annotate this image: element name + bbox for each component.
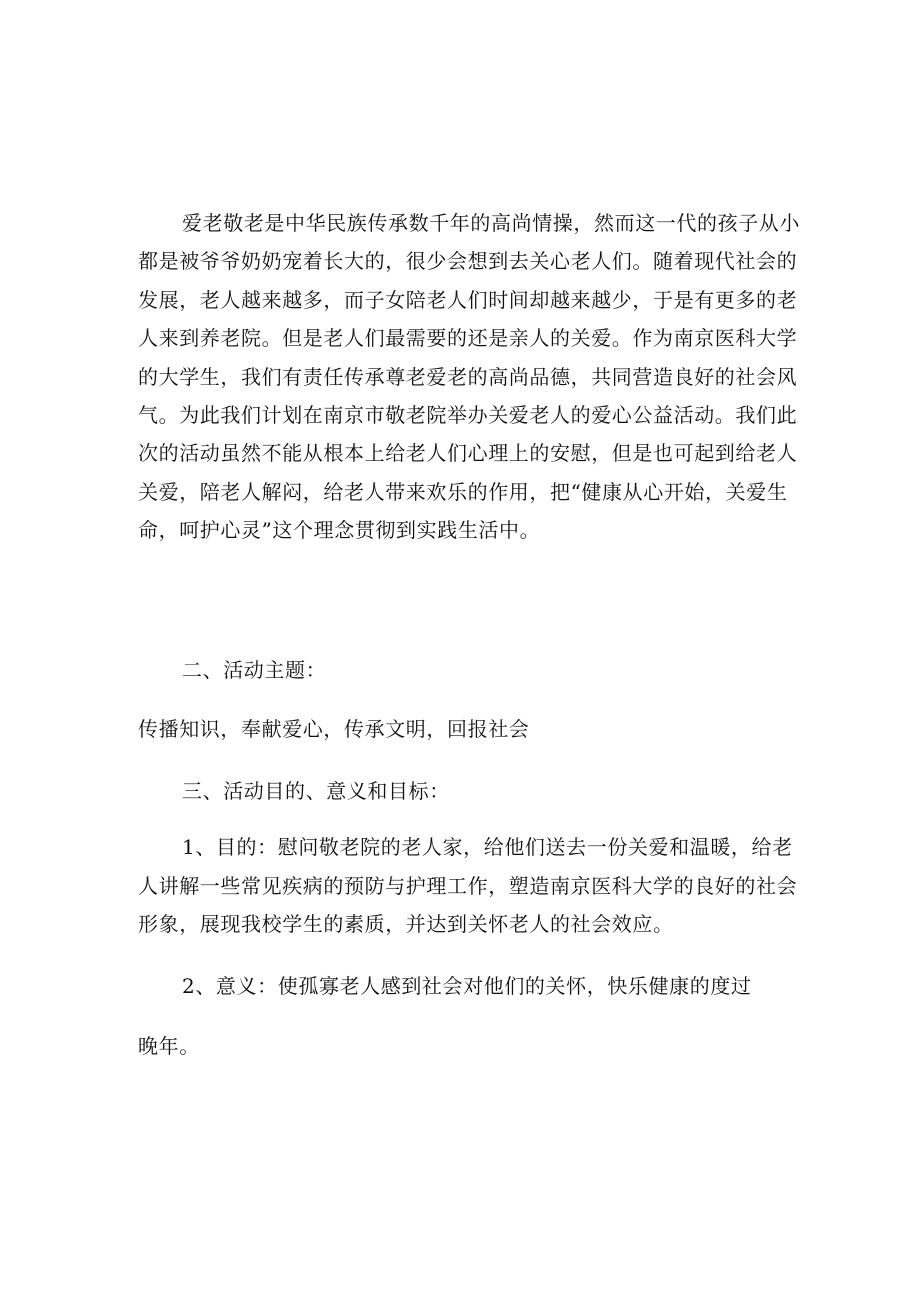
paragraph-line: 发展，老人越来越多，而子女陪老人们时间却越来越少，于是有更多的老 (138, 287, 798, 312)
section-2-heading (138, 651, 788, 690)
theme-text: 传播知识，奉献爱心，传承文明，回报社会 (138, 717, 530, 741)
meaning-paragraph (138, 956, 788, 1076)
paragraph-line: 的大学生，我们有责任传承尊老爱老的高尚品德，共同营造良好的社会风 (138, 364, 798, 389)
section-heading: 二、活动主题： (182, 658, 327, 682)
paragraph-line: 关爱，陪老人解闷，给老人带来欢乐的作用，把“健康从心开始，关爱生 (138, 479, 788, 504)
activity-theme (138, 710, 788, 749)
paragraph-line: 次的活动虽然不能从根本上给老人们心理上的安慰，但是也可起到给老人 (138, 441, 798, 466)
paragraph-line: 晚年。 (138, 1034, 200, 1058)
paragraph-line: 气。为此我们计划在南京市敬老院举办关爱老人的爱心公益活动。我们此 (138, 403, 798, 428)
paragraph-line: 都是被爷爷奶奶宠着长大的，很少会想到去关心老人们。随着现代社会的 (138, 249, 798, 274)
paragraph-line: 形象，展现我校学生的素质，并达到关怀老人的社会效应。 (138, 912, 674, 936)
paragraph-line: 2、意义：使孤寡老人感到社会对他们的关怀，快乐健康的度过 (182, 974, 752, 998)
paragraph-line: 人讲解一些常见疾病的预防与护理工作，塑造南京医科大学的良好的社会 (138, 873, 798, 898)
paragraph-line: 1、目的：慰问敬老院的老人家，给他们送去一份关爱和温暖，给老 (182, 835, 793, 859)
paragraph-line: 爱老敬老是中华民族传承数千年的高尚情操，然而这一代的孩子从小 (182, 211, 800, 235)
purpose-paragraph (138, 828, 798, 944)
paragraph-line: 命，呵护心灵”这个理念贯彻到实践生活中。 (138, 518, 541, 543)
section-heading: 三、活动目的、意义和目标： (182, 779, 450, 803)
section-3-heading (138, 772, 788, 811)
paragraph-line: 人来到养老院。但是老人们最需要的还是亲人的关爱。作为南京医科大学 (138, 326, 798, 351)
intro-paragraph (138, 204, 800, 550)
